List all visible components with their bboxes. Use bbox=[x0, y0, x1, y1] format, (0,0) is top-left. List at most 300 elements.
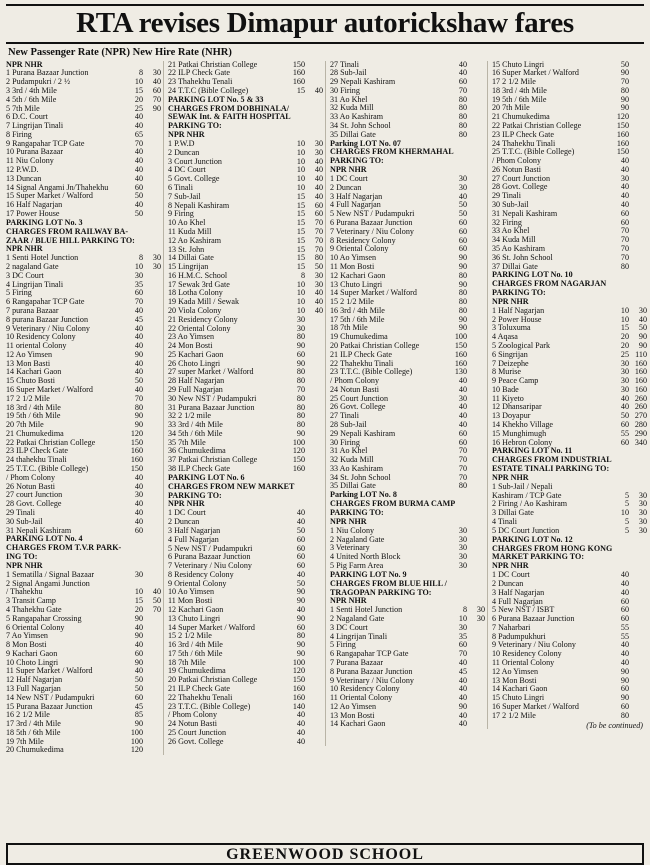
fare-value: 30 bbox=[620, 173, 629, 183]
fare-value: 30 bbox=[620, 358, 629, 368]
fare-value: 40 bbox=[134, 332, 143, 342]
fare-value bbox=[472, 201, 485, 210]
fare-value: 90 bbox=[152, 103, 161, 113]
destination-label: 7 Naharbari bbox=[492, 623, 531, 632]
fare-value: 120 bbox=[292, 446, 305, 456]
fare-value: 40 bbox=[458, 411, 467, 421]
fare-value: 90 bbox=[134, 411, 143, 421]
destination-label: 6 Oriental Colony bbox=[6, 623, 65, 632]
fare-value bbox=[310, 412, 323, 421]
section-heading: CHARGES FROM HONG KONG bbox=[492, 543, 613, 553]
fare-value: 340 bbox=[634, 437, 647, 447]
destination-label: 17 2 1/2 Mile bbox=[6, 394, 50, 403]
fare-value bbox=[634, 183, 647, 192]
fare-value: 160 bbox=[130, 455, 143, 465]
destination-label: 17 Power House bbox=[6, 209, 60, 218]
destination-label: 12 Dhansaripar bbox=[492, 403, 542, 412]
fare-value bbox=[310, 456, 323, 465]
fare-value: 90 bbox=[296, 596, 305, 606]
destination-label: 14 Dillai Gate bbox=[168, 254, 214, 263]
destination-label: 32 Kuda Mill bbox=[330, 104, 374, 113]
destination-label: 12 Kachari Gaon bbox=[168, 605, 224, 614]
fare-value: 60 bbox=[458, 77, 467, 87]
destination-label: 1 DC Court bbox=[492, 571, 530, 580]
destination-label: 18 Lotha Colony bbox=[168, 289, 223, 298]
fare-value bbox=[472, 281, 485, 290]
destination-label: 10 Residency Colony bbox=[330, 685, 400, 694]
fare-value: 30 bbox=[458, 552, 467, 562]
fare-value bbox=[148, 325, 161, 334]
fare-value: 40 bbox=[620, 156, 629, 166]
destination-label: 12 Ao Yimsen bbox=[492, 667, 539, 676]
destination-label: 18 3rd / 4th Mile bbox=[6, 403, 61, 412]
fare-value: 30 bbox=[638, 305, 647, 315]
destination-label: 22 Thahekhu Tenali bbox=[168, 693, 233, 702]
destination-label: 17 5th / 6th Mile bbox=[168, 649, 223, 658]
fare-value: 30 bbox=[620, 376, 629, 386]
fare-value bbox=[310, 545, 323, 554]
fare-value: 10 bbox=[134, 77, 143, 87]
fare-value: 270 bbox=[634, 411, 647, 421]
fare-value: 40 bbox=[134, 666, 143, 676]
fare-value: 100 bbox=[130, 736, 143, 746]
fare-value: 50 bbox=[458, 209, 467, 219]
destination-label: 17 2 1/2 Mile bbox=[492, 711, 536, 720]
destination-label: 34 St. John School bbox=[330, 122, 391, 131]
fare-value: 60 bbox=[620, 217, 629, 227]
destination-label: 29 Nepali Kashiram bbox=[330, 78, 396, 87]
fare-value bbox=[148, 509, 161, 518]
fare-value: 150 bbox=[616, 147, 629, 157]
fare-value: 60 bbox=[458, 235, 467, 245]
fare-value: 160 bbox=[616, 129, 629, 139]
fare-value bbox=[634, 712, 647, 721]
fare-value: 15 bbox=[296, 226, 305, 236]
fare-value: 60 bbox=[458, 244, 467, 254]
fare-column-4 bbox=[492, 61, 647, 732]
fare-value: 60 bbox=[152, 86, 161, 95]
destination-label: 27 Court Junction bbox=[492, 174, 551, 183]
destination-label: 19 7th Mile bbox=[6, 737, 44, 746]
fare-value: 90 bbox=[620, 103, 629, 113]
destination-label: 24 Mon Bosti bbox=[168, 342, 213, 351]
destination-label: 32 2 1/2 mile bbox=[168, 412, 211, 421]
fare-value bbox=[634, 219, 647, 228]
destination-label: 3 Court Junction bbox=[168, 157, 222, 166]
destination-label: 1 P.W.D bbox=[168, 140, 195, 149]
fare-value: 280 bbox=[634, 420, 647, 430]
fare-value bbox=[148, 342, 161, 351]
fare-value: 80 bbox=[458, 129, 467, 139]
fare-value: 90 bbox=[458, 323, 467, 333]
destination-label: 9 Kachari Gaon bbox=[6, 649, 58, 658]
fare-value: 80 bbox=[620, 261, 629, 271]
destination-label: 25 Kachari Gaon bbox=[168, 350, 224, 359]
destination-label: 21 ILP Check Gate bbox=[168, 685, 230, 693]
fare-value: 60 bbox=[134, 288, 143, 298]
destination-label: 2 Nagaland Gate bbox=[330, 535, 385, 544]
fare-value: 40 bbox=[314, 297, 323, 307]
fare-value bbox=[310, 395, 323, 404]
advertisement-title: GREENWOOD SCHOOL bbox=[226, 846, 424, 863]
destination-label: 14 Super Market / Walford bbox=[168, 623, 255, 632]
fare-value bbox=[148, 351, 161, 360]
fare-value bbox=[148, 148, 161, 157]
destination-label: 23 T.T.C. (Bible College) bbox=[168, 702, 251, 711]
fare-value bbox=[472, 650, 485, 659]
fare-value bbox=[472, 289, 485, 298]
fare-value: 45 bbox=[134, 314, 143, 324]
fare-value bbox=[310, 632, 323, 641]
destination-label: 35 Dillai Gate bbox=[330, 130, 376, 139]
fare-value bbox=[148, 421, 161, 430]
fare-value: 40 bbox=[314, 305, 323, 315]
fare-value bbox=[148, 720, 161, 729]
destination-label: 34 Kuda Mill bbox=[492, 236, 536, 245]
fare-value bbox=[148, 500, 161, 509]
fare-value: 10 bbox=[620, 305, 629, 315]
fare-value bbox=[472, 377, 485, 386]
fare-value bbox=[148, 615, 161, 624]
fare-row bbox=[168, 263, 323, 272]
fare-value: 50 bbox=[134, 684, 143, 693]
fare-value: 30 bbox=[134, 569, 143, 579]
fare-column-3 bbox=[330, 61, 488, 730]
fare-value: 10 bbox=[296, 139, 305, 149]
destination-label: 4 DC Court bbox=[168, 166, 206, 175]
fare-value: 60 bbox=[620, 701, 629, 711]
fare-value bbox=[148, 192, 161, 201]
fare-value: 90 bbox=[296, 428, 305, 438]
fare-value: 160 bbox=[616, 138, 629, 148]
destination-label: 15 Lingrijan bbox=[168, 263, 209, 272]
fare-value: 50 bbox=[638, 323, 647, 333]
destination-label: 16 Half Nagarjan bbox=[6, 201, 63, 210]
section-heading: PARKING TO: bbox=[330, 508, 384, 518]
fare-value bbox=[310, 650, 323, 659]
destination-label: 33 Ao Kashiram bbox=[330, 113, 384, 122]
fare-value bbox=[472, 677, 485, 686]
section-heading: NPR NHR bbox=[330, 596, 367, 606]
fare-value: 80 bbox=[296, 367, 305, 377]
fare-value: 90 bbox=[620, 666, 629, 676]
destination-label: 24 Notun Basti bbox=[168, 720, 218, 729]
destination-label: 8 Murise bbox=[492, 368, 521, 377]
fare-value: 15 bbox=[296, 235, 305, 245]
fare-value bbox=[472, 474, 485, 483]
destination-label: 29 Nepali Kashiram bbox=[330, 429, 396, 438]
destination-label: 30 Sub-Jail bbox=[492, 201, 529, 210]
continued-note: (To be continued) bbox=[586, 721, 643, 731]
fare-value bbox=[472, 685, 485, 694]
fare-value bbox=[634, 157, 647, 166]
fare-value bbox=[472, 412, 485, 421]
fare-value bbox=[472, 694, 485, 703]
destination-label: 10 Purana Bazaar bbox=[6, 148, 64, 157]
fare-value: 70 bbox=[458, 446, 467, 456]
destination-label: 15 2 1/2 Mile bbox=[330, 298, 374, 307]
fare-value bbox=[148, 571, 161, 580]
destination-label: 16 Hebron Colony bbox=[492, 438, 553, 447]
fare-value: 40 bbox=[458, 684, 467, 694]
fare-value bbox=[148, 210, 161, 219]
destination-label: 2 Nagaland Gate bbox=[330, 615, 385, 624]
fare-row bbox=[492, 509, 647, 518]
destination-label: 24 T.T.C (Bible College) bbox=[168, 86, 249, 95]
destination-label: 37 Dillai Gate bbox=[492, 262, 538, 271]
destination-label: 32 Firing bbox=[492, 218, 522, 227]
fare-value bbox=[472, 342, 485, 351]
fare-value: 40 bbox=[458, 59, 467, 69]
fare-value bbox=[148, 281, 161, 290]
destination-label: 9 Firing bbox=[168, 210, 194, 219]
destination-label: 25 T.T.C. (Bible College) bbox=[492, 148, 575, 157]
destination-label: 3 Half Nagarjan bbox=[330, 192, 383, 201]
fare-value: 10 bbox=[296, 147, 305, 157]
fare-value: 100 bbox=[130, 727, 143, 737]
fare-value bbox=[148, 659, 161, 668]
fare-value: 40 bbox=[620, 578, 629, 588]
fare-value bbox=[310, 430, 323, 439]
fare-value: 40 bbox=[620, 402, 629, 412]
fare-value: 70 bbox=[314, 218, 323, 228]
fare-value: 60 bbox=[134, 182, 143, 192]
fare-value bbox=[472, 536, 485, 545]
destination-label: 24 Notun Basti bbox=[330, 385, 380, 394]
fare-value: 160 bbox=[634, 367, 647, 377]
destination-label: 14 Kachari Gaon bbox=[330, 720, 386, 729]
section-heading: CHARGES FROM KHERMAHAL bbox=[330, 147, 454, 157]
destination-label: 26 Govt. College bbox=[330, 403, 386, 412]
section-heading: NPR NHR bbox=[6, 244, 43, 254]
section-heading: PARKING TO: bbox=[168, 490, 222, 500]
destination-label: 30 New NST / Pudampukri bbox=[168, 394, 257, 403]
destination-label: 17 2 1/2 Mile bbox=[492, 78, 536, 87]
rate-legend: New Passenger Rate (NPR) New Hire Rate (NHR) bbox=[8, 47, 232, 58]
fare-value: 30 bbox=[314, 139, 323, 149]
fare-value bbox=[148, 175, 161, 184]
destination-label: 23 T.T.C. (Bible College) bbox=[330, 368, 413, 377]
fare-value: 40 bbox=[296, 736, 305, 746]
fare-value bbox=[148, 447, 161, 456]
fare-value: 40 bbox=[134, 507, 143, 517]
fare-value: 60 bbox=[620, 605, 629, 615]
destination-label: 4 Full Nagarjan bbox=[492, 597, 543, 606]
destination-label: 16 3rd / 4th Mile bbox=[330, 306, 385, 315]
destination-label: 31 Purana Bazaar Junction bbox=[168, 403, 255, 412]
fare-value: 70 bbox=[620, 243, 629, 253]
fare-value: 15 bbox=[620, 323, 629, 333]
destination-label: 30 Firing bbox=[330, 86, 360, 95]
fare-value bbox=[148, 491, 161, 500]
fare-value: 30 bbox=[314, 147, 323, 157]
fare-value: 60 bbox=[458, 428, 467, 438]
fare-value bbox=[148, 333, 161, 342]
fare-value bbox=[472, 87, 485, 96]
fare-value bbox=[634, 624, 647, 633]
fare-value: 40 bbox=[296, 710, 305, 720]
fare-value bbox=[148, 360, 161, 369]
destination-label: 9 Veterinary / Niu Colony bbox=[6, 324, 90, 333]
fare-value: 40 bbox=[458, 376, 467, 386]
fare-value: 30 bbox=[152, 68, 161, 78]
destination-label: 4 Aqasa bbox=[492, 333, 518, 342]
fare-value bbox=[310, 439, 323, 448]
fare-value: 30 bbox=[458, 182, 467, 192]
fare-value: 60 bbox=[314, 200, 323, 210]
fare-value: 40 bbox=[458, 68, 467, 78]
fare-value bbox=[148, 201, 161, 210]
fare-value: 40 bbox=[458, 384, 467, 394]
fare-value: 50 bbox=[620, 411, 629, 421]
fare-value: 30 bbox=[296, 323, 305, 333]
destination-label: 3 Toluxuma bbox=[492, 324, 531, 333]
fare-value bbox=[148, 298, 161, 307]
fare-value: 60 bbox=[314, 209, 323, 219]
fare-value: 120 bbox=[616, 112, 629, 122]
fare-value: 60 bbox=[620, 208, 629, 218]
fare-value: 40 bbox=[134, 147, 143, 157]
fare-value: 100 bbox=[292, 657, 305, 667]
destination-label: 9 Oriental Colony bbox=[168, 579, 227, 588]
fare-values bbox=[130, 746, 161, 755]
fare-value bbox=[634, 236, 647, 245]
fare-values bbox=[292, 87, 323, 96]
fare-value bbox=[634, 245, 647, 254]
destination-label: 7 Ao Yimsen bbox=[6, 632, 48, 641]
fare-value bbox=[634, 192, 647, 201]
fare-values bbox=[454, 562, 485, 571]
fare-value: 40 bbox=[314, 174, 323, 184]
fare-value bbox=[472, 96, 485, 105]
fare-value bbox=[634, 677, 647, 686]
page-title: RTA revises Dimapur autorickshaw fares bbox=[6, 4, 644, 44]
fare-value: 30 bbox=[314, 270, 323, 280]
fare-value: 30 bbox=[458, 560, 467, 570]
fare-value bbox=[472, 641, 485, 650]
section-heading: PARKING TO: bbox=[492, 288, 546, 298]
destination-label: 3 Transit Camp bbox=[6, 597, 56, 606]
destination-label: 6 Rangapahar TCP Gate bbox=[330, 650, 409, 659]
fare-value: 30 bbox=[134, 490, 143, 500]
fare-value: 50 bbox=[134, 208, 143, 218]
destination-label: 8 Purana Bazaar Junction bbox=[330, 667, 413, 676]
fare-row bbox=[330, 720, 485, 729]
destination-label: 17 3rd / 4th Mile bbox=[6, 720, 61, 729]
fare-value bbox=[310, 588, 323, 597]
fare-value bbox=[472, 439, 485, 448]
fare-value: 30 bbox=[134, 270, 143, 280]
fare-value: 40 bbox=[620, 657, 629, 667]
fare-value: 80 bbox=[458, 481, 467, 491]
fare-value bbox=[472, 210, 485, 219]
fare-value: 5 bbox=[624, 525, 629, 535]
fare-value bbox=[472, 228, 485, 237]
fare-value bbox=[310, 360, 323, 369]
fare-value: 70 bbox=[458, 455, 467, 465]
destination-label: 27 super Market / Walford bbox=[168, 368, 254, 377]
fare-value bbox=[310, 676, 323, 685]
destination-label: 16 Super Market / Walford bbox=[492, 69, 579, 78]
destination-label: 13 Chuto Lingri bbox=[168, 614, 221, 623]
fare-value bbox=[148, 729, 161, 738]
fare-value: 120 bbox=[130, 428, 143, 438]
fare-value: 70 bbox=[620, 252, 629, 262]
destination-label: 25 Court Junction bbox=[168, 728, 227, 737]
fare-value bbox=[634, 254, 647, 263]
destination-label: 5 Pig Farm Area bbox=[330, 561, 384, 570]
destination-label: 27 Tinali bbox=[330, 60, 360, 69]
fare-value: 30 bbox=[458, 534, 467, 544]
destination-label: 31 Nepali Kashiram bbox=[6, 526, 72, 535]
section-heading: CHARGES FROM INDUSTRIAL bbox=[492, 455, 612, 465]
fare-value bbox=[634, 140, 647, 149]
fare-value bbox=[148, 184, 161, 193]
fare-value: 60 bbox=[296, 534, 305, 544]
section-heading: PARKING LOT No. 6 bbox=[168, 472, 245, 482]
fare-value bbox=[472, 113, 485, 122]
fare-value: 60 bbox=[134, 648, 143, 658]
fare-value: 30 bbox=[296, 314, 305, 324]
section-heading: PARKING LOT No. 4 bbox=[6, 534, 83, 544]
fare-value: 90 bbox=[620, 693, 629, 703]
fare-value bbox=[310, 61, 323, 70]
destination-label: 29 Tinali bbox=[492, 192, 522, 201]
destination-label: 4 5th / 6th Mile bbox=[6, 95, 57, 104]
fare-value: 60 bbox=[620, 596, 629, 606]
section-heading: PARKING TO: bbox=[168, 121, 222, 131]
fare-value: 160 bbox=[292, 692, 305, 702]
fare-value bbox=[634, 633, 647, 642]
fare-value bbox=[472, 403, 485, 412]
destination-label: 5 New NST / ISBT bbox=[492, 606, 555, 615]
fare-value: 15 bbox=[296, 244, 305, 254]
destination-label: 19 Chumukedima bbox=[168, 667, 226, 676]
section-heading: SEWAK Int. & FAITH HOSPITAL bbox=[168, 112, 291, 122]
destination-label: 15 2 1/2 Mile bbox=[168, 632, 212, 641]
fare-value bbox=[472, 78, 485, 87]
destination-label: 20 7th Mile bbox=[492, 104, 530, 113]
fare-value bbox=[472, 668, 485, 677]
fare-value: 90 bbox=[458, 701, 467, 711]
fare-value: 10 bbox=[620, 314, 629, 324]
fare-value: 60 bbox=[296, 622, 305, 632]
destination-label: 14 Kachari Gaon bbox=[6, 368, 62, 377]
fare-value: 60 bbox=[296, 543, 305, 553]
fare-value: 5 bbox=[624, 517, 629, 527]
fare-value: 70 bbox=[458, 85, 467, 95]
destination-label: 16 2 1/2 Mile bbox=[6, 711, 50, 720]
destination-label: 6 Purana Bazaar Junction bbox=[168, 553, 251, 562]
fare-value: 40 bbox=[314, 85, 323, 95]
fare-value: 50 bbox=[152, 596, 161, 606]
fare-value: 40 bbox=[134, 622, 143, 632]
destination-label: 10 Choto Lingri bbox=[6, 658, 59, 667]
fare-value: 40 bbox=[458, 191, 467, 201]
destination-label: / Phom Colony bbox=[168, 711, 218, 720]
fare-value bbox=[148, 624, 161, 633]
fare-values bbox=[292, 465, 323, 474]
destination-label: 9 Veterinary / Niu Colony bbox=[492, 641, 576, 650]
destination-label: 5 DC Court Junction bbox=[492, 526, 560, 535]
fare-value bbox=[472, 562, 485, 571]
destination-label: 4 Lingrijan Tinali bbox=[6, 280, 64, 289]
destination-label: 17 5th / 6th Mile bbox=[330, 315, 385, 324]
destination-label: 6 Singrijan bbox=[492, 350, 528, 359]
fare-value bbox=[634, 589, 647, 598]
fare-value: 10 bbox=[134, 587, 143, 597]
destination-label: 23 ILP Check Gate bbox=[492, 130, 554, 139]
